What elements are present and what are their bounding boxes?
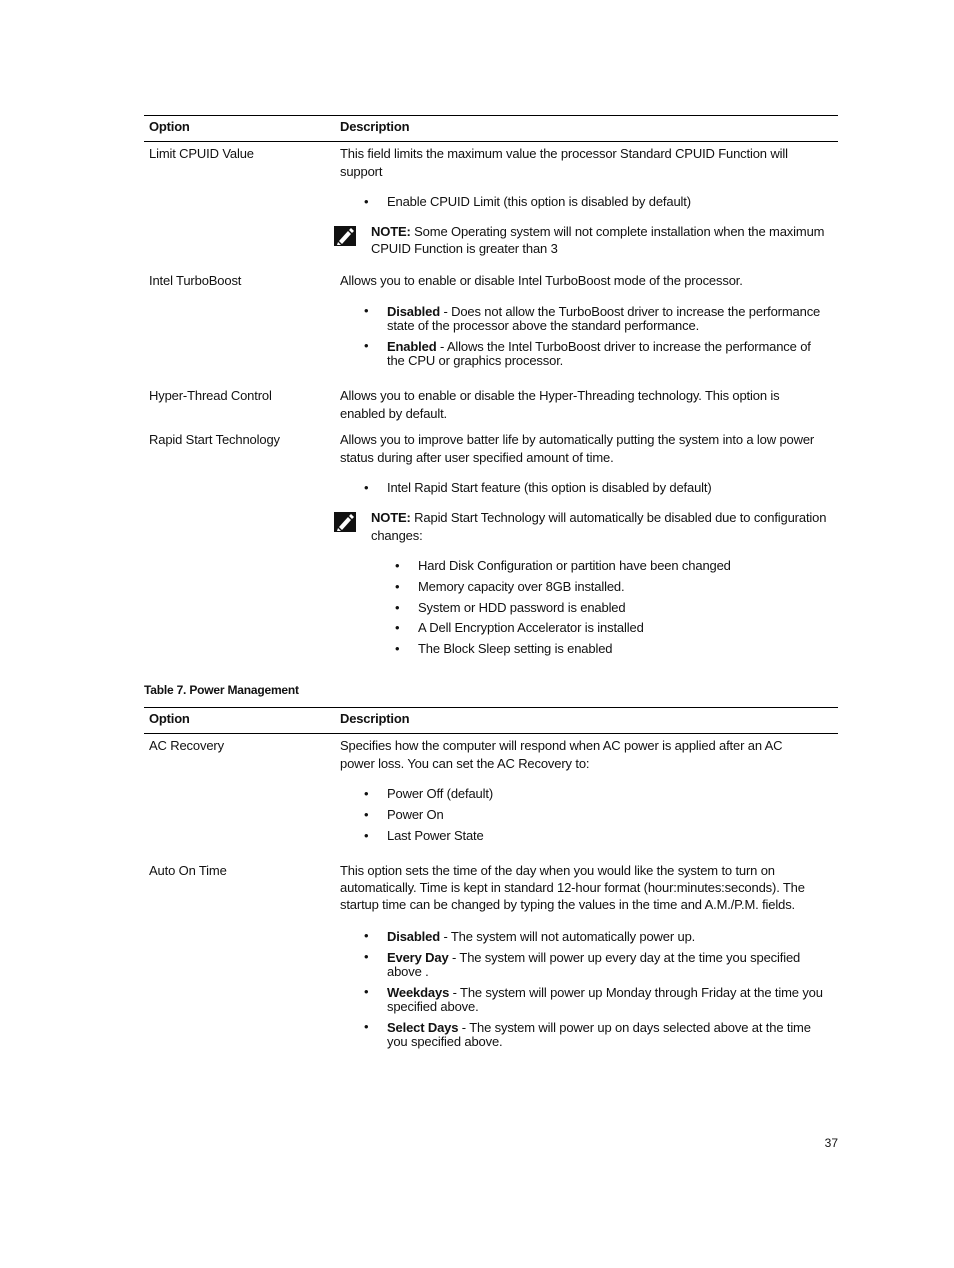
description-text: Allows you to improve batter life by automatically putting the system into a low power bbox=[340, 432, 815, 447]
bullet-icon: • bbox=[364, 194, 369, 209]
description-text: automatically. Time is kept in standard 12-hour format (hour:minutes:seconds). The bbox=[340, 880, 805, 895]
bullet-icon: • bbox=[395, 600, 400, 615]
list-item: Every Day - The system will power up every day at the time you specified bbox=[387, 950, 801, 965]
bullet-icon: • bbox=[364, 928, 369, 943]
list-item: Disabled - Does not allow the TurboBoost driver to increase the performance bbox=[387, 304, 821, 319]
note-text: CPUID Function is greater than 3 bbox=[371, 241, 558, 256]
option-name: Hyper-Thread Control bbox=[149, 388, 272, 403]
list-item: Enabled - Allows the Intel TurboBoost driver to increase the performance of bbox=[387, 339, 811, 354]
description-text: status during after user specified amount of time. bbox=[340, 450, 614, 465]
note-pencil-icon bbox=[334, 226, 356, 246]
description-text: This field limits the maximum value the processor Standard CPUID Function will bbox=[340, 146, 788, 161]
column-header-description: Description bbox=[340, 119, 410, 134]
option-name: Rapid Start Technology bbox=[149, 432, 280, 447]
bullet-icon: • bbox=[395, 579, 400, 594]
note-label: NOTE: bbox=[371, 510, 411, 525]
column-header-option: Option bbox=[149, 711, 190, 726]
description-text: enabled by default. bbox=[340, 406, 448, 421]
list-item-continuation: specified above. bbox=[387, 999, 479, 1014]
list-item: Weekdays - The system will power up Monday through Friday at the time you bbox=[387, 985, 823, 1000]
note-pencil-icon bbox=[334, 512, 356, 532]
bullet-icon: • bbox=[364, 303, 369, 318]
table-top-rule bbox=[144, 115, 838, 116]
bullet-icon: • bbox=[364, 338, 369, 353]
bullet-icon: • bbox=[364, 828, 369, 843]
description-text: Allows you to enable or disable the Hyper-Threading technology. This option is bbox=[340, 388, 780, 403]
page-number: 37 bbox=[824, 1136, 838, 1150]
bullet-icon: • bbox=[364, 786, 369, 801]
option-name: Auto On Time bbox=[149, 863, 227, 878]
note-text: changes: bbox=[371, 528, 423, 543]
bullet-icon: • bbox=[364, 480, 369, 495]
bullet-icon: • bbox=[364, 949, 369, 964]
table-header-rule bbox=[144, 733, 838, 734]
list-item: Memory capacity over 8GB installed. bbox=[418, 579, 625, 594]
list-item: Intel Rapid Start feature (this option is disabled by default) bbox=[387, 480, 712, 495]
option-name: AC Recovery bbox=[149, 738, 224, 753]
list-item-continuation: state of the processor above the standard performance. bbox=[387, 318, 700, 333]
bullet-icon: • bbox=[364, 984, 369, 999]
table-header-rule bbox=[144, 141, 838, 142]
description-text: support bbox=[340, 164, 383, 179]
list-item: Enable CPUID Limit (this option is disabled by default) bbox=[387, 194, 691, 209]
list-item: Last Power State bbox=[387, 828, 484, 843]
table-top-rule bbox=[144, 707, 838, 708]
note-label: NOTE: bbox=[371, 224, 411, 239]
description-text: Specifies how the computer will respond when AC power is applied after an AC bbox=[340, 738, 783, 753]
list-item: The Block Sleep setting is enabled bbox=[418, 641, 613, 656]
table-caption: Table 7. Power Management bbox=[144, 683, 299, 697]
list-item: Power On bbox=[387, 807, 444, 822]
bullet-icon: • bbox=[395, 620, 400, 635]
column-header-option: Option bbox=[149, 119, 190, 134]
list-item-continuation: you specified above. bbox=[387, 1034, 503, 1049]
list-item: A Dell Encryption Accelerator is installed bbox=[418, 620, 644, 635]
note-text: NOTE: Some Operating system will not complete installation when the maximum bbox=[371, 224, 825, 239]
option-name: Intel TurboBoost bbox=[149, 273, 242, 288]
bullet-icon: • bbox=[364, 1019, 369, 1034]
list-item: Select Days - The system will power up on days selected above at the time bbox=[387, 1020, 811, 1035]
description-text: power loss. You can set the AC Recovery to: bbox=[340, 756, 590, 771]
list-item-continuation: the CPU or graphics processor. bbox=[387, 353, 564, 368]
bullet-icon: • bbox=[395, 558, 400, 573]
option-name: Limit CPUID Value bbox=[149, 146, 254, 161]
list-item: Hard Disk Configuration or partition have been changed bbox=[418, 558, 731, 573]
description-text: Allows you to enable or disable Intel TurboBoost mode of the processor. bbox=[340, 273, 743, 288]
column-header-description: Description bbox=[340, 711, 410, 726]
list-item: Power Off (default) bbox=[387, 786, 494, 801]
list-item: System or HDD password is enabled bbox=[418, 600, 626, 615]
note-text: NOTE: Rapid Start Technology will automatically be disabled due to configuration bbox=[371, 510, 827, 525]
description-text: This option sets the time of the day when you would like the system to turn on bbox=[340, 863, 775, 878]
description-text: startup time can be changed by typing the values in the time and A.M./P.M. fields. bbox=[340, 897, 796, 912]
bullet-icon: • bbox=[364, 807, 369, 822]
list-item-continuation: above . bbox=[387, 964, 429, 979]
list-item: Disabled - The system will not automatically power up. bbox=[387, 929, 696, 944]
bullet-icon: • bbox=[395, 641, 400, 656]
